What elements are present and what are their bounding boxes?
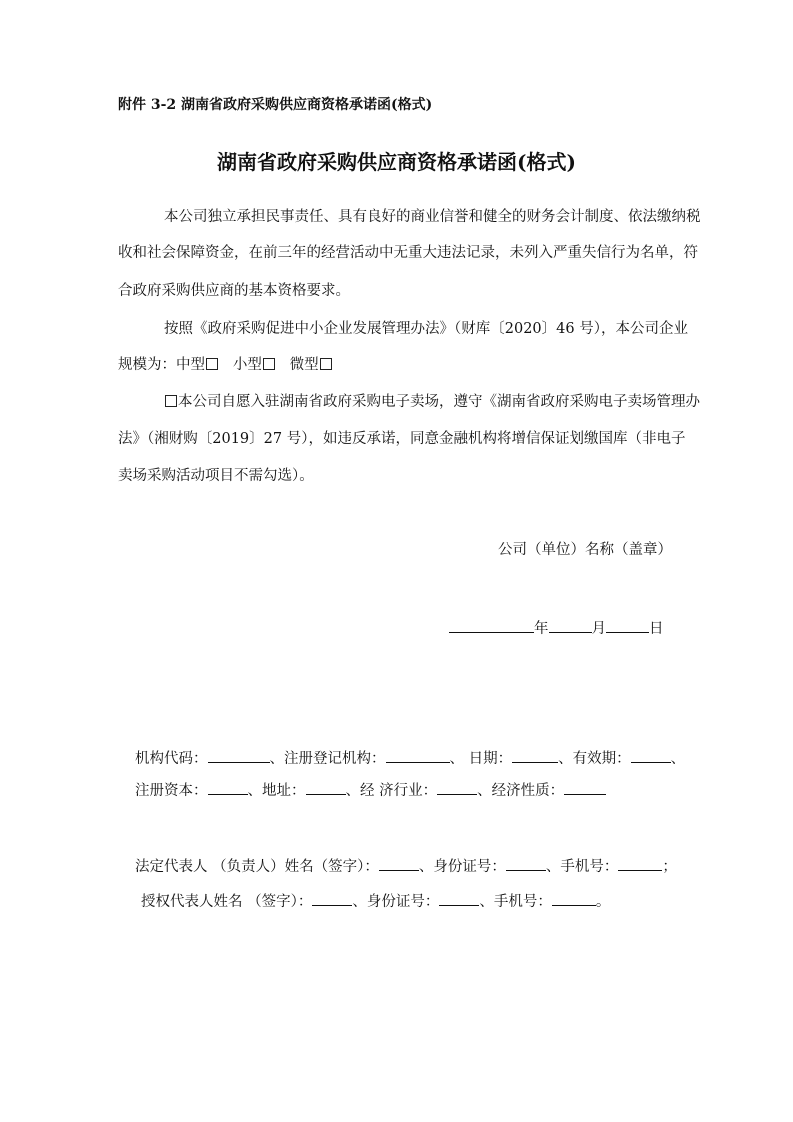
paragraph-3-line-3: 卖场采购活动项目不需勾选）。 — [118, 468, 314, 484]
reg-capital-blank[interactable] — [208, 780, 248, 795]
day-blank[interactable] — [606, 618, 649, 633]
reg-authority-label: 、注册登记机构： — [269, 751, 386, 767]
auth-rep-end: 。 — [595, 894, 611, 910]
company-info-row-1 — [135, 748, 685, 768]
document-title: 湖南省政府采购供应商资格承诺函(格式) — [217, 150, 576, 174]
year-label: 年 — [534, 621, 549, 637]
validity-label: 、有效期： — [558, 751, 631, 767]
e-mall-checkbox[interactable] — [165, 395, 177, 407]
legal-rep-end: ； — [662, 859, 677, 875]
industry-label: 、经 济行业： — [345, 783, 438, 799]
option-small-label: 小型 — [232, 357, 262, 373]
date-blank[interactable] — [512, 748, 558, 763]
reg-capital-label: 注册资本： — [135, 783, 208, 799]
paragraph-3-line-2: 法》（湘财购〔2019〕27 号），如违反承诺，同意金融机构将增信保证划缴国库（非电子 — [118, 431, 686, 447]
auth-rep-phone-blank[interactable] — [552, 891, 596, 906]
org-code-label: 机构代码： — [135, 751, 208, 767]
auth-rep-phone-label: 、手机号： — [479, 894, 552, 910]
month-label: 月 — [591, 621, 606, 637]
month-blank[interactable] — [549, 618, 592, 633]
year-blank[interactable] — [449, 618, 534, 633]
legal-rep-id-blank[interactable] — [506, 856, 546, 871]
medium-checkbox[interactable] — [206, 358, 218, 370]
row-1-end: 、 — [670, 751, 686, 767]
attachment-label: 附件 3-2 湖南省政府采购供应商资格承诺函(格式) — [118, 97, 433, 113]
paragraph-1-line-3: 合政府采购供应商的基本资格要求。 — [118, 283, 350, 299]
company-seal-label: 公司（单位）名称（盖章） — [498, 542, 672, 558]
paragraph-1-line-2: 收和社会保障资金，在前三年的经营活动中无重大违法记录，未列入严重失信行为名单，符 — [118, 245, 698, 261]
validity-blank[interactable] — [631, 748, 671, 763]
org-code-blank[interactable] — [208, 748, 270, 763]
company-info-row-2 — [135, 780, 606, 800]
date-label: 、 日期： — [449, 751, 513, 767]
auth-rep-name-blank[interactable] — [312, 891, 352, 906]
auth-rep-id-blank[interactable] — [439, 891, 479, 906]
paragraph-3-text-1: 本公司自愿入驻湖南省政府采购电子卖场，遵守《湖南省政府采购电子卖场管理办 — [178, 394, 700, 410]
option-micro-label: 微型 — [289, 357, 319, 373]
legal-rep-row — [135, 856, 677, 876]
reg-authority-blank[interactable] — [386, 748, 450, 763]
small-checkbox[interactable] — [263, 358, 275, 370]
address-blank[interactable] — [306, 780, 346, 795]
micro-checkbox[interactable] — [320, 358, 332, 370]
legal-rep-phone-label: 、手机号： — [545, 859, 619, 875]
paragraph-2-line-1: 按照《政府采购促进中小企业发展管理办法》（财库〔2020〕46 号），本公司企业 — [164, 321, 688, 337]
auth-rep-id-label: 、身份证号： — [352, 894, 440, 910]
option-medium-label: 中型 — [176, 357, 205, 373]
legal-rep-id-label: 、身份证号： — [418, 859, 506, 875]
day-label: 日 — [649, 621, 664, 637]
paragraph-1-line-1: 本公司独立承担民事责任、具有良好的商业信誉和健全的财务会计制度、依法缴纳税 — [164, 209, 701, 225]
date-line — [449, 618, 664, 638]
auth-rep-row — [141, 891, 610, 911]
paragraph-3-line-1 — [164, 393, 700, 411]
nature-blank[interactable] — [564, 780, 606, 795]
legal-rep-label: 法定代表人 （负责人）姓名（签字）： — [135, 859, 379, 875]
enterprise-scale-row — [118, 356, 333, 374]
industry-blank[interactable] — [437, 780, 477, 795]
legal-rep-phone-blank[interactable] — [618, 856, 662, 871]
auth-rep-label: 授权代表人姓名 （签字）： — [141, 894, 313, 910]
scale-label: 规模为： — [118, 357, 176, 373]
legal-rep-name-blank[interactable] — [379, 856, 419, 871]
address-label: 、地址： — [247, 783, 306, 799]
nature-label: 、经济性质： — [477, 783, 565, 799]
